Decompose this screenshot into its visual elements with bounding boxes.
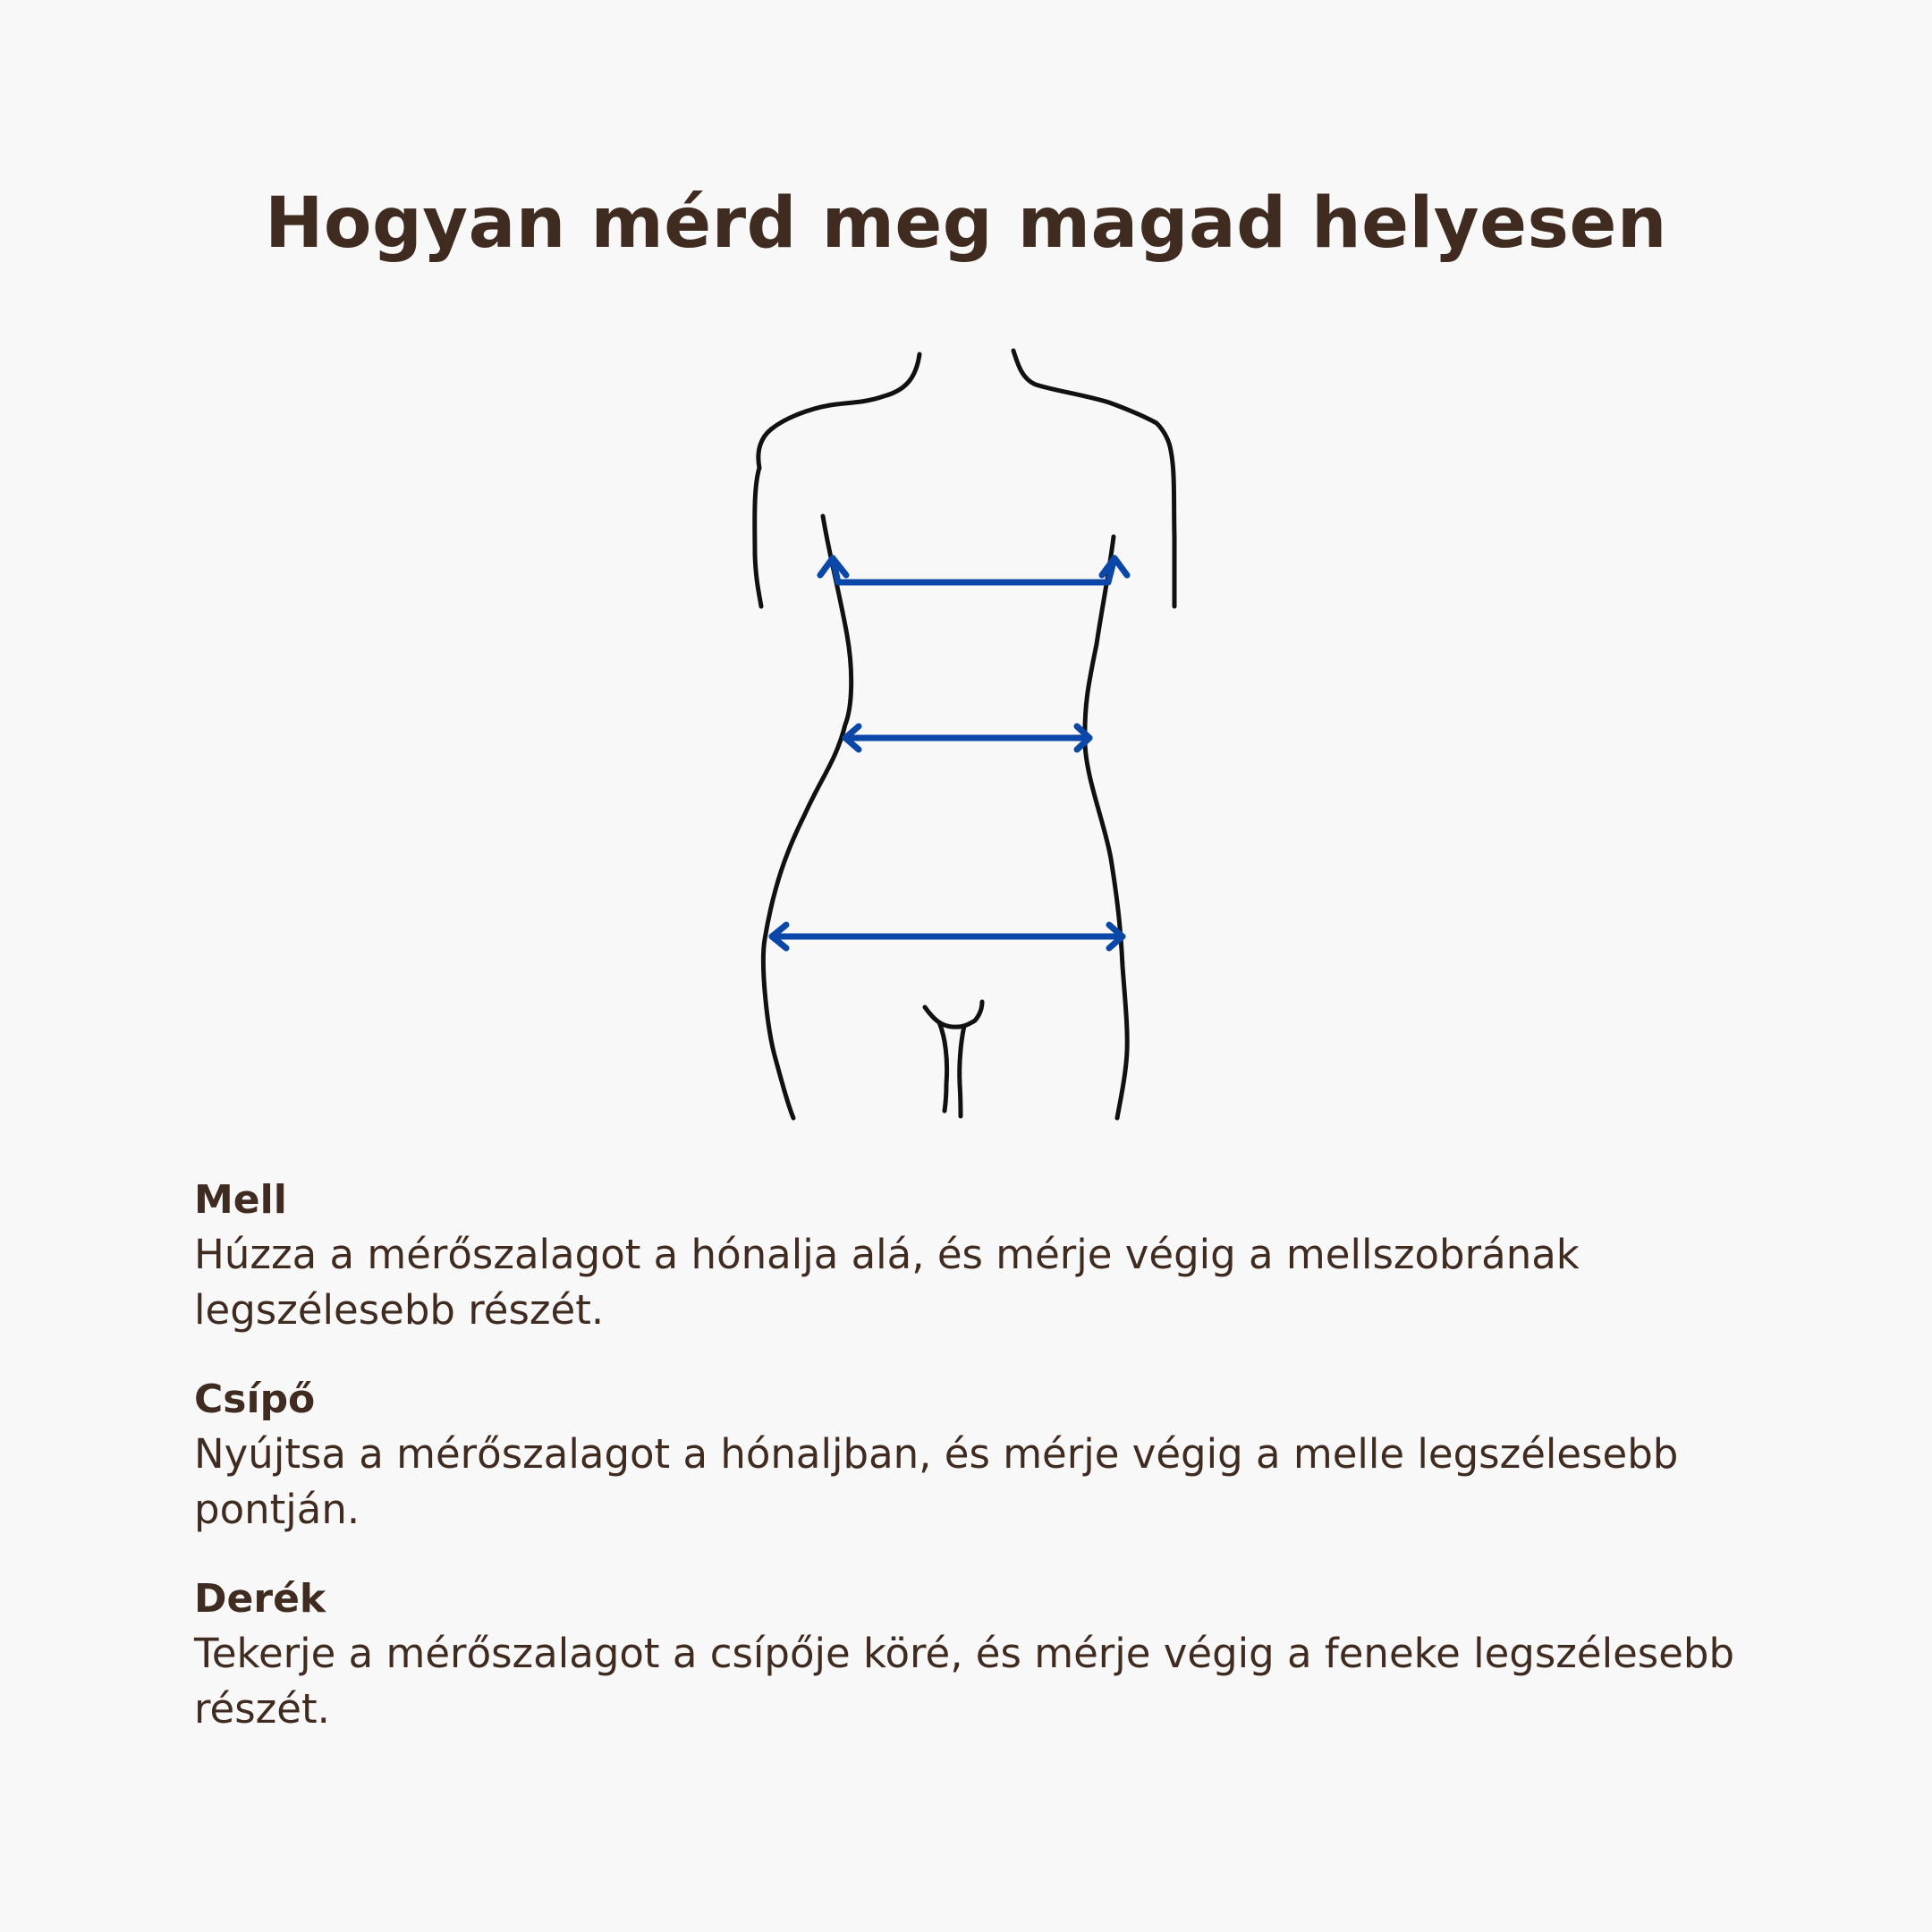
right-arm-line	[1170, 446, 1174, 606]
neck-left-line	[758, 354, 919, 468]
neck-right-line	[1013, 351, 1170, 446]
measurement-arrows	[772, 558, 1127, 948]
right-torso-line	[1085, 537, 1127, 1118]
section-text-csipo: Nyújtsa a mérőszalagot a hónaljban, és mérje végig a melle legszélesebb pontján.	[194, 1430, 1679, 1533]
section-csipo	[194, 1373, 1768, 1538]
body-outline	[755, 351, 1174, 1118]
section-title-derek: Derék	[194, 1576, 326, 1622]
left-torso-line	[763, 516, 851, 1118]
inner-leg-left-line	[939, 1022, 947, 1111]
section-title-csipo: Csípő	[194, 1377, 316, 1422]
section-derek	[194, 1572, 1768, 1737]
section-text-derek: Tekerje a mérőszalagot a csípője köré, és mérje végig a feneke legszélesebb részét.	[194, 1630, 1735, 1733]
section-text-mell: Húzza a mérőszalagot a hónalja alá, és mérje végig a mellszobrának legszélesebb részét.	[194, 1231, 1580, 1334]
left-arm-line	[755, 468, 761, 606]
section-mell	[194, 1174, 1768, 1338]
inner-leg-right-line	[960, 1026, 964, 1116]
section-title-mell: Mell	[194, 1177, 287, 1223]
crotch-line	[925, 1002, 982, 1027]
page-title: Hogyan mérd meg magad helyesen	[265, 183, 1667, 264]
